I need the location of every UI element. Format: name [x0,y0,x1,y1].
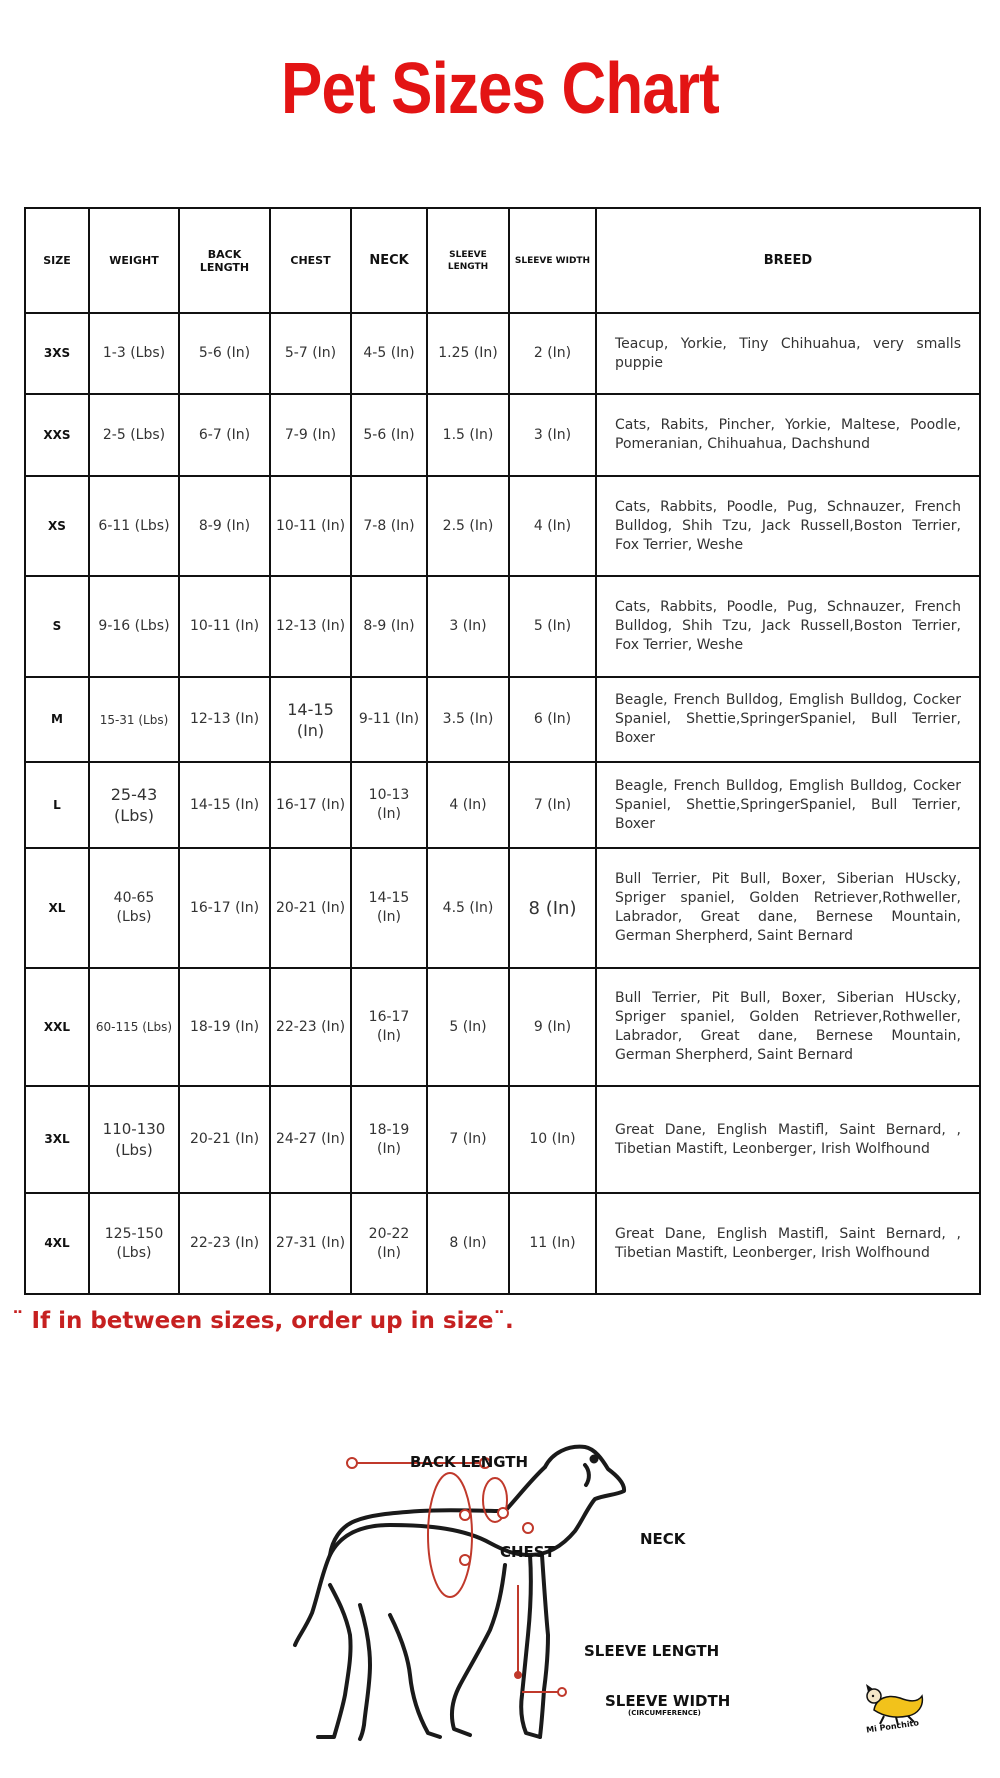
cell-back-length: 12-13 (In) [179,677,270,762]
cell-breed: Cats, Rabits, Pincher, Yorkie, Maltese, Poodle, Pomeranian, Chihuahua, Dachshund [596,394,980,476]
cell-breed: Bull Terrier, Pit Bull, Boxer, Siberian HUscky, Spriger spaniel, Golden Retriever,Rothweller, Labrador, Great dane, Bernese Mountain, German Sherpherd, Saint Bernard [596,968,980,1086]
cell-sleeve-length: 3 (In) [427,576,509,677]
cell-size: S [25,576,89,677]
cell-weight: 15-31 (Lbs) [89,677,179,762]
cell-sleeve-length: 4.5 (In) [427,848,509,968]
table-row [25,968,980,1086]
table-row [25,476,980,576]
cell-back-length: 16-17 (In) [179,848,270,968]
label-circumference: (CIRCUMFERENCE) [628,1709,701,1717]
table-row [25,1086,980,1193]
cell-back-length: 8-9 (In) [179,476,270,576]
cell-weight: 6-11 (Lbs) [89,476,179,576]
table-header-row [25,208,980,313]
sizing-note: ¨ If in between sizes, order up in size¨. [12,1308,514,1334]
cell-chest: 10-11 (In) [270,476,351,576]
cell-chest: 14-15 (In) [270,677,351,762]
cell-back-length: 22-23 (In) [179,1193,270,1294]
cell-back-length: 20-21 (In) [179,1086,270,1193]
cell-chest: 22-23 (In) [270,968,351,1086]
cell-breed: Bull Terrier, Pit Bull, Boxer, Siberian HUscky, Spriger spaniel, Golden Retriever,Rothweller, Labrador, Great dane, Bernese Mountain, German Sherpherd, Saint Bernard [596,848,980,968]
size-table [24,207,981,1295]
label-chest: CHEST [500,1543,555,1561]
cell-chest: 5-7 (In) [270,313,351,394]
cell-breed: Great Dane, English Mastifl, Saint Bernard, , Tibetian Mastift, Leonberger, Irish Wolfhound [596,1193,980,1294]
header-sleeve-width: SLEEVE WIDTH [509,208,596,313]
cell-sleeve-width: 3 (In) [509,394,596,476]
cell-weight: 40-65 (Lbs) [89,848,179,968]
cell-sleeve-length: 1.25 (In) [427,313,509,394]
cell-size: 3XL [25,1086,89,1193]
table-row [25,1193,980,1294]
cell-chest: 12-13 (In) [270,576,351,677]
cell-breed: Great Dane, English Mastifl, Saint Bernard, , Tibetian Mastift, Leonberger, Irish Wolfhound [596,1086,980,1193]
cell-sleeve-width: 7 (In) [509,762,596,848]
cell-weight: 2-5 (Lbs) [89,394,179,476]
header-breed: BREED [596,208,980,313]
cell-size: 3XS [25,313,89,394]
cell-size: L [25,762,89,848]
cell-sleeve-width: 6 (In) [509,677,596,762]
cell-neck: 16-17 (In) [351,968,427,1086]
cell-breed: Cats, Rabbits, Poodle, Pug, Schnauzer, French Bulldog, Shih Tzu, Jack Russell,Boston Terrier, Fox Terrier, Weshe [596,476,980,576]
cell-chest: 27-31 (In) [270,1193,351,1294]
cell-weight: 25-43 (Lbs) [89,762,179,848]
cell-chest: 16-17 (In) [270,762,351,848]
cell-size: XL [25,848,89,968]
header-size: SIZE [25,208,89,313]
cell-chest: 24-27 (In) [270,1086,351,1193]
cell-size: XXL [25,968,89,1086]
header-chest: CHEST [270,208,351,313]
table-row [25,313,980,394]
logo-text: Mi Ponchito [865,1718,920,1735]
table-row [25,576,980,677]
table-row [25,848,980,968]
cell-neck: 8-9 (In) [351,576,427,677]
cell-size: 4XL [25,1193,89,1294]
cell-chest: 20-21 (In) [270,848,351,968]
cell-neck: 7-8 (In) [351,476,427,576]
cell-back-length: 14-15 (In) [179,762,270,848]
cell-sleeve-length: 3.5 (In) [427,677,509,762]
cell-sleeve-width: 4 (In) [509,476,596,576]
cell-weight: 110-130 (Lbs) [89,1086,179,1193]
table-row [25,394,980,476]
cell-sleeve-length: 4 (In) [427,762,509,848]
cell-weight: 9-16 (Lbs) [89,576,179,677]
cell-breed: Teacup, Yorkie, Tiny Chihuahua, very smalls puppie [596,313,980,394]
label-sleeve-width: SLEEVE WIDTH [605,1692,731,1710]
header-neck: NECK [351,208,427,313]
cell-sleeve-width: 9 (In) [509,968,596,1086]
cell-back-length: 5-6 (In) [179,313,270,394]
cell-neck: 9-11 (In) [351,677,427,762]
cell-neck: 14-15 (In) [351,848,427,968]
cell-neck: 10-13 (In) [351,762,427,848]
cell-sleeve-width: 5 (In) [509,576,596,677]
cell-breed: Cats, Rabbits, Poodle, Pug, Schnauzer, French Bulldog, Shih Tzu, Jack Russell,Boston Terrier, Fox Terrier, Weshe [596,576,980,677]
cell-weight: 60-115 (Lbs) [89,968,179,1086]
cell-sleeve-length: 2.5 (In) [427,476,509,576]
cell-sleeve-width: 2 (In) [509,313,596,394]
cell-size: M [25,677,89,762]
cell-neck: 5-6 (In) [351,394,427,476]
label-neck: NECK [640,1530,686,1548]
cell-chest: 7-9 (In) [270,394,351,476]
cell-back-length: 10-11 (In) [179,576,270,677]
cell-breed: Beagle, French Bulldog, Emglish Bulldog, Cocker Spaniel, Shettie,SpringerSpaniel, Bull Terrier, Boxer [596,762,980,848]
cell-sleeve-width: 10 (In) [509,1086,596,1193]
cell-neck: 4-5 (In) [351,313,427,394]
cell-sleeve-length: 8 (In) [427,1193,509,1294]
table-row [25,762,980,848]
cell-weight: 125-150 (Lbs) [89,1193,179,1294]
header-back-length: BACK LENGTH [179,208,270,313]
cell-sleeve-width: 11 (In) [509,1193,596,1294]
header-weight: WEIGHT [89,208,179,313]
cell-size: XXS [25,394,89,476]
cell-sleeve-width: 8 (In) [509,848,596,968]
cell-back-length: 6-7 (In) [179,394,270,476]
cell-weight: 1-3 (Lbs) [89,313,179,394]
label-sleeve-length: SLEEVE LENGTH [584,1642,720,1660]
cell-sleeve-length: 7 (In) [427,1086,509,1193]
header-sleeve-length: SLEEVE LENGTH [427,208,509,313]
table-row [25,677,980,762]
cell-neck: 18-19 (In) [351,1086,427,1193]
cell-sleeve-length: 1.5 (In) [427,394,509,476]
label-back-length: BACK LENGTH [410,1453,529,1471]
cell-breed: Beagle, French Bulldog, Emglish Bulldog, Cocker Spaniel, Shettie,SpringerSpaniel, Bull Terrier, Boxer [596,677,980,762]
cell-sleeve-length: 5 (In) [427,968,509,1086]
page-title: Pet Sizes Chart [281,49,719,129]
cell-size: XS [25,476,89,576]
cell-back-length: 18-19 (In) [179,968,270,1086]
cell-neck: 20-22 (In) [351,1193,427,1294]
